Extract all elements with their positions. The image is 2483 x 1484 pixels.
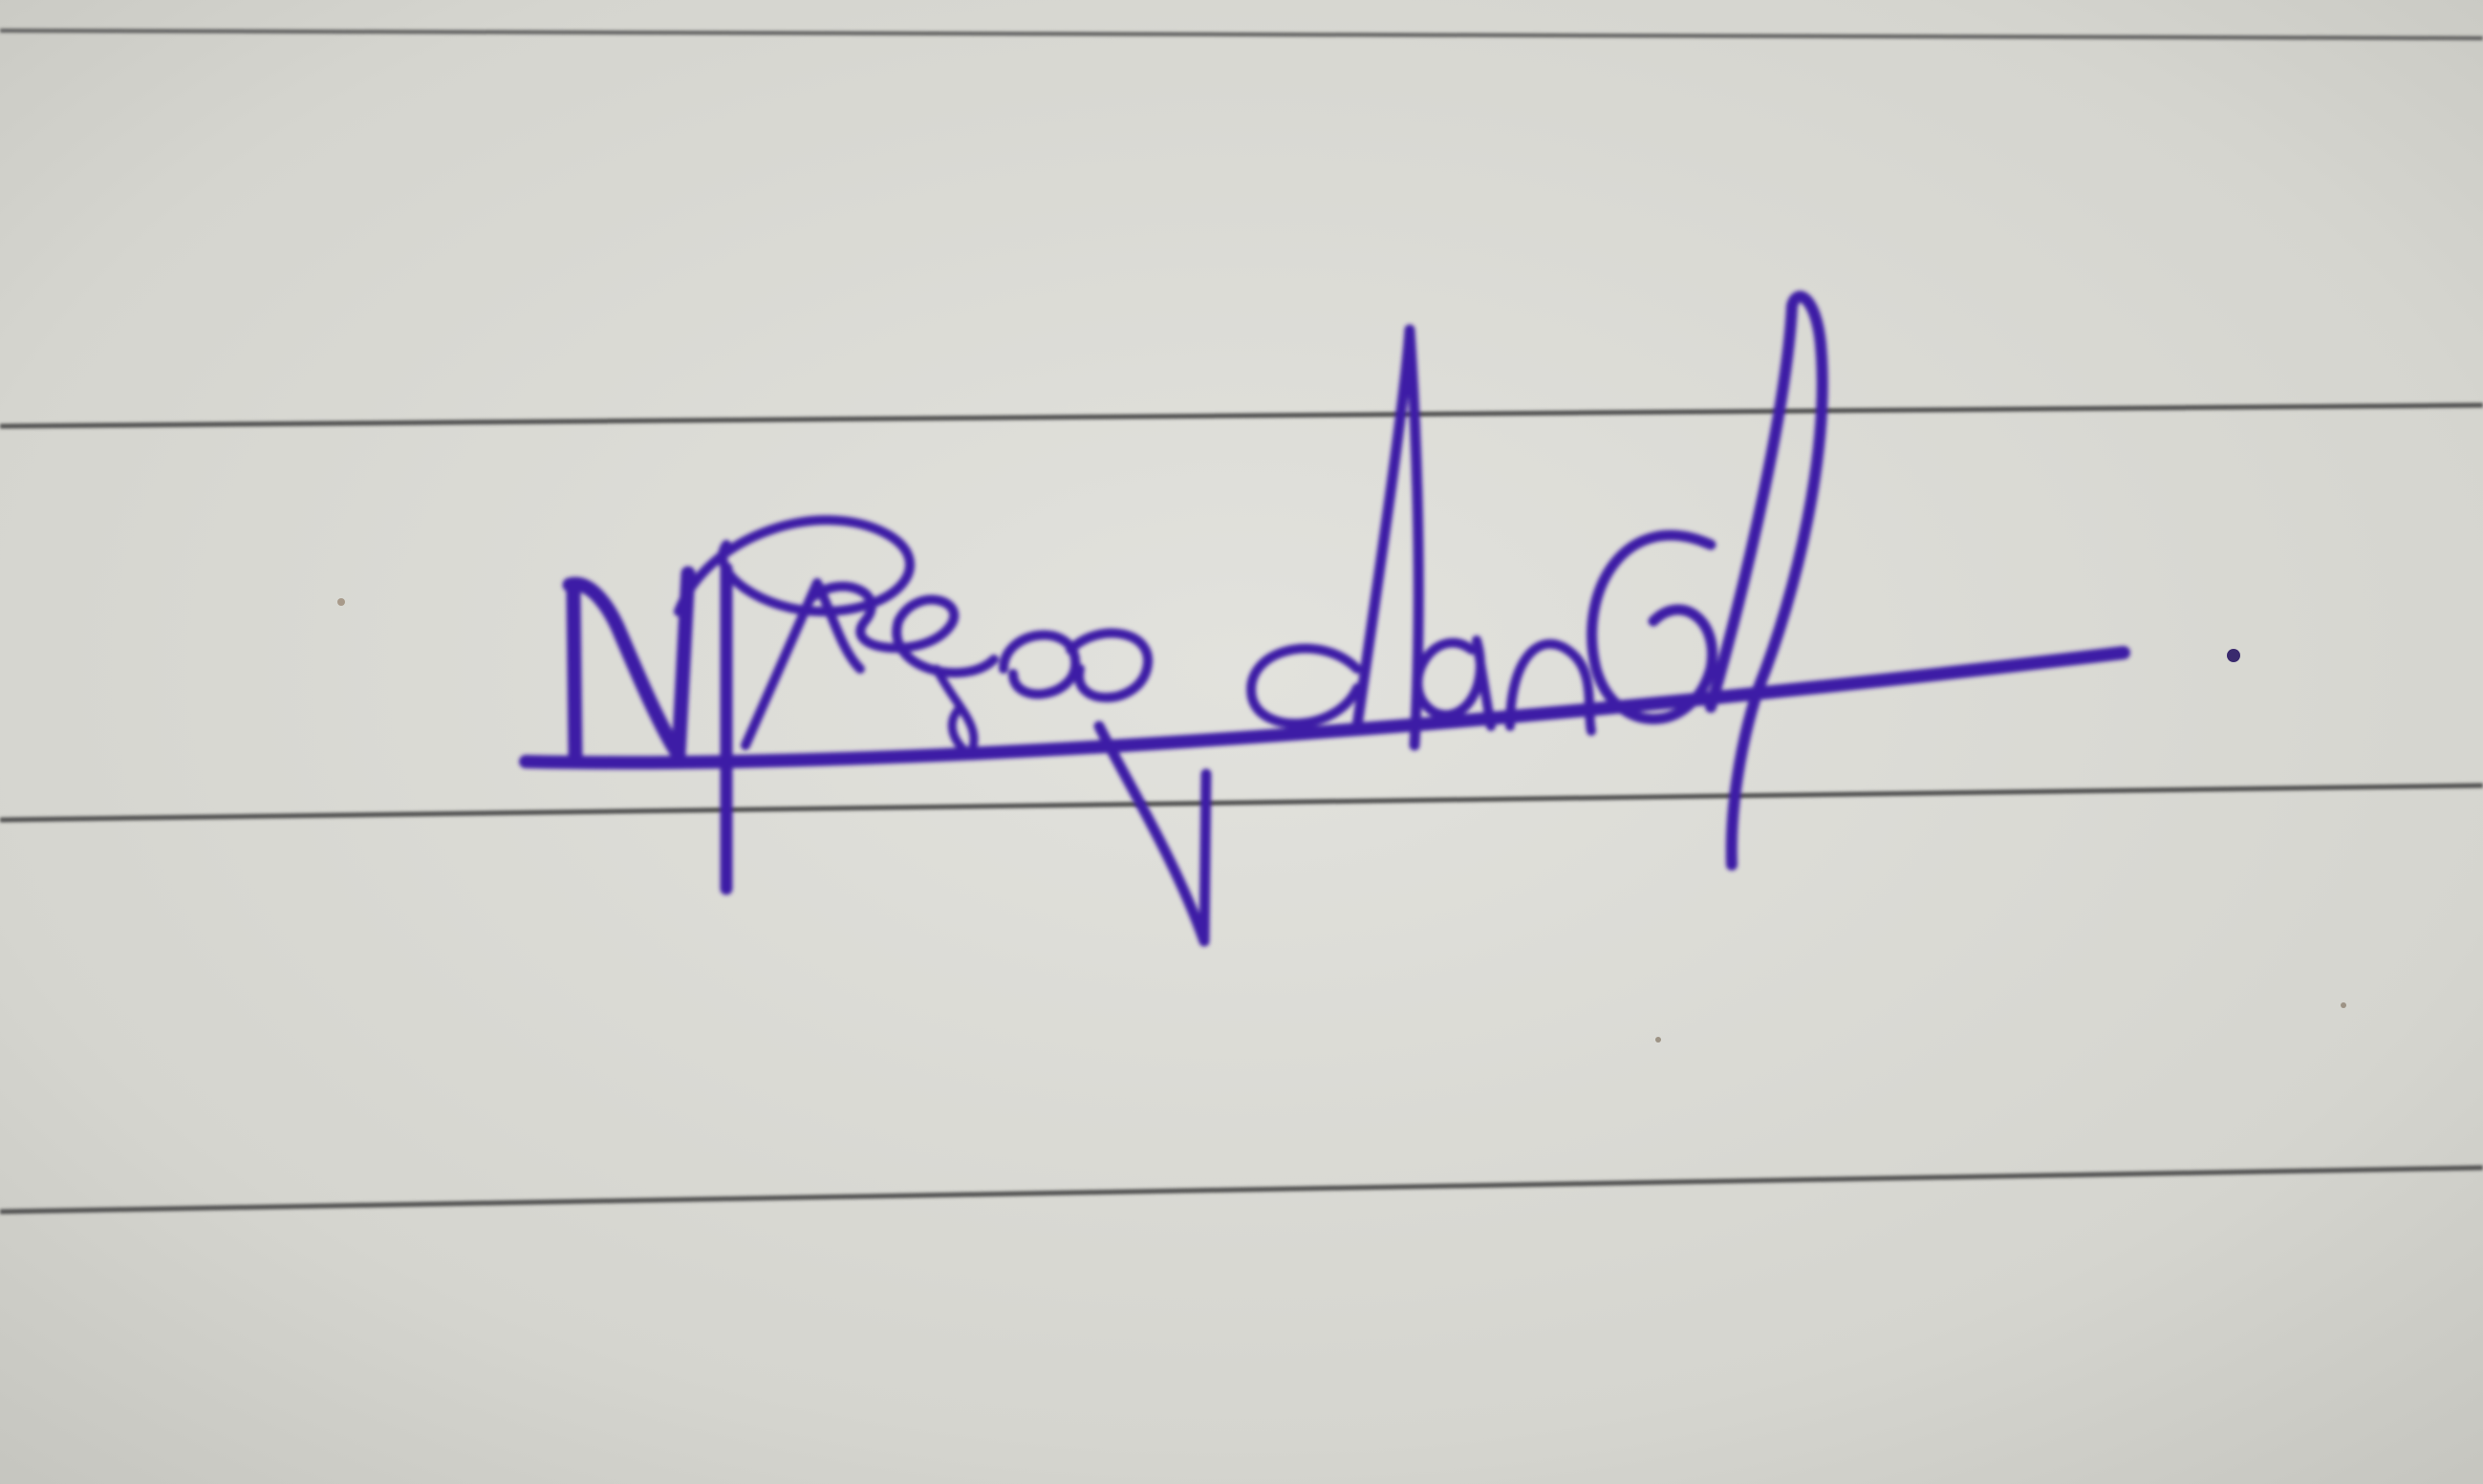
paper-speck	[337, 598, 345, 606]
paper-speck	[2341, 1002, 2346, 1008]
paper-speck	[1655, 1037, 1661, 1043]
ink-dot	[2227, 649, 2240, 662]
